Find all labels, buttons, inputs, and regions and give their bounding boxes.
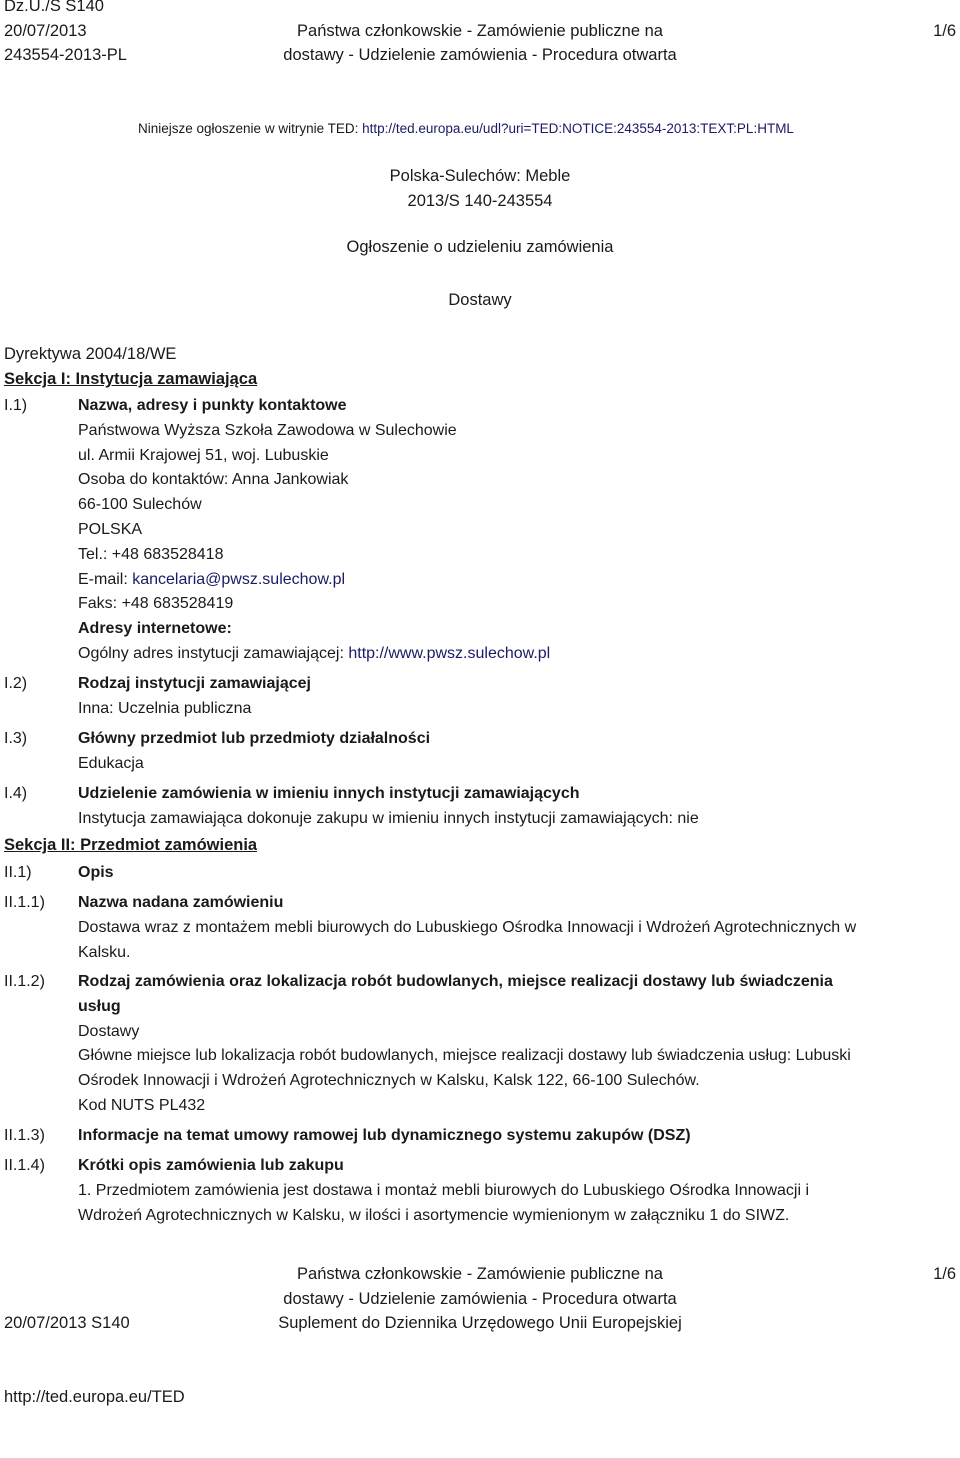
i4-value: Instytucja zamawiająca dokonuje zakupu w imieniu innych instytucji zamawiających: nie xyxy=(78,809,699,827)
footer-category-line1: Państwa członkowskie - Zamówienie publiczne na xyxy=(297,1265,663,1283)
i1-number: I.1) xyxy=(4,397,28,414)
ii13-number: II.1.3) xyxy=(4,1127,45,1144)
email-label: E-mail: xyxy=(78,570,133,588)
email-link[interactable]: kancelaria@pwsz.sulechow.pl xyxy=(132,570,346,588)
header-notice-id: 243554-2013-PL xyxy=(4,46,127,64)
ii14-title: Krótki opis zamówienia lub zakupu xyxy=(78,1157,344,1174)
section-2-heading: Sekcja II: Przedmiot zamówienia xyxy=(4,836,258,854)
i4-number: I.4) xyxy=(4,785,28,802)
phone: Tel.: +48 683528418 xyxy=(78,545,224,563)
i3-number: I.3) xyxy=(4,730,28,747)
i3-block xyxy=(78,727,948,777)
ii12-place-line2: Ośrodek Innowacji i Wdrożeń Agrotechnicznych w Kalsku, Kalsk 122, 66-100 Sulechów. xyxy=(78,1072,700,1090)
header-category-line2: dostawy - Udzielenie zamówienia - Procedura otwarta xyxy=(283,46,677,64)
ted-notice-link[interactable]: http://ted.europa.eu/udl?uri=TED:NOTICE:243554-2013:TEXT:PL:HTML xyxy=(362,121,794,136)
web-label: Ogólny adres instytucji zamawiającej: xyxy=(78,644,349,662)
i2-number: I.2) xyxy=(4,675,28,692)
web-link[interactable]: http://www.pwsz.sulechow.pl xyxy=(348,644,551,662)
ii11-title: Nazwa nadana zamówieniu xyxy=(78,894,284,911)
notice-title-location: Polska-Sulechów: Meble xyxy=(389,167,571,185)
fax: Faks: +48 683528419 xyxy=(78,595,234,613)
footer-category-line2: dostawy - Udzielenie zamówienia - Procedura otwarta xyxy=(283,1289,677,1308)
section-1-heading: Sekcja I: Instytucja zamawiająca xyxy=(4,370,258,388)
ii12-title-line1: Rodzaj zamówienia oraz lokalizacja robót budowlanych, miejsce realizacji dostawy lub świadczenia xyxy=(78,973,833,990)
i4-title: Udzielenie zamówienia w imieniu innych instytucji zamawiających xyxy=(78,785,580,802)
ii1-title: Opis xyxy=(78,864,114,881)
i1-title: Nazwa, adresy i punkty kontaktowe xyxy=(78,397,347,414)
ii11-value-line1: Dostawa wraz z montażem mebli biurowych do Lubuskiego Ośrodka Innowacji i Wdrożeń Agrotechnicznych w xyxy=(78,918,857,936)
footer-url[interactable]: http://ted.europa.eu/TED xyxy=(4,1387,185,1406)
i3-value: Edukacja xyxy=(78,754,144,772)
i3-title: Główny przedmiot lub przedmioty działalności xyxy=(78,730,431,747)
address-city: 66-100 Sulechów xyxy=(78,496,202,514)
ii12-title-line2: usług xyxy=(78,997,121,1015)
header-journal-ref: Dz.U./S S140 xyxy=(4,0,104,15)
footer-supplement: Suplement do Dziennika Urzędowego Unii Europejskiej xyxy=(278,1314,682,1332)
header-page-number: 1/6 xyxy=(933,21,956,40)
notice-title-category: Dostawy xyxy=(448,291,512,309)
footer-page-number: 1/6 xyxy=(933,1265,956,1283)
ii12-number: II.1.2) xyxy=(4,973,45,990)
contact-person: Osoba do kontaktów: Anna Jankowiak xyxy=(78,471,349,489)
directive: Dyrektywa 2004/18/WE xyxy=(4,345,177,363)
ted-notice-prefix: Niniejsze ogłoszenie w witrynie TED: xyxy=(138,121,363,136)
ii14-value-line1: 1. Przedmiotem zamówienia jest dostawa i montaż mebli biurowych do Lubuskiego Ośrodka Innowacji i xyxy=(78,1181,810,1199)
web-row xyxy=(78,642,948,667)
ii12-place-line1: Główne miejsce lub lokalizacja robót budowlanych, miejsce realizacji dostawy lub świadczenia usług: Lubuski xyxy=(78,1047,851,1065)
ii12-type: Dostawy xyxy=(78,1022,140,1040)
footer-date-series: 20/07/2013 S140 xyxy=(4,1314,130,1332)
header-date: 20/07/2013 xyxy=(4,21,87,40)
ii14-block xyxy=(78,1154,948,1228)
ii12-block xyxy=(78,970,948,1119)
contracting-authority-name: Państwowa Wyższa Szkoła Zawodowa w Sulechowie xyxy=(78,421,457,439)
ii12-nuts: Kod NUTS PL432 xyxy=(78,1096,206,1114)
header-category-line1: Państwa członkowskie - Zamówienie publiczne na xyxy=(297,21,663,40)
ii11-block xyxy=(78,891,948,965)
email-row xyxy=(78,568,948,593)
ii1-number: II.1) xyxy=(4,864,32,881)
address-street: ul. Armii Krajowej 51, woj. Lubuskie xyxy=(78,446,329,464)
ii11-value-line2: Kalsku. xyxy=(78,943,131,961)
i2-block xyxy=(78,672,948,722)
footer-center xyxy=(0,1262,960,1336)
notice-title-type: Ogłoszenie o udzieleniu zamówienia xyxy=(346,238,614,256)
i1-block xyxy=(78,394,948,667)
i2-title: Rodzaj instytucji zamawiającej xyxy=(78,675,311,692)
ii11-number: II.1.1) xyxy=(4,894,45,911)
header-center xyxy=(0,19,960,68)
ii14-number: II.1.4) xyxy=(4,1157,45,1174)
i4-block xyxy=(78,782,948,832)
ted-notice xyxy=(138,121,794,136)
address-country: POLSKA xyxy=(78,520,143,538)
web-heading: Adresy internetowe: xyxy=(78,620,232,638)
notice-title-number: 2013/S 140-243554 xyxy=(407,192,553,210)
ii13-title: Informacje na temat umowy ramowej lub dynamicznego systemu zakupów (DSZ) xyxy=(78,1127,691,1144)
i2-value: Inna: Uczelnia publiczna xyxy=(78,699,252,717)
ii14-value-line2: Wdrożeń Agrotechnicznych w Kalsku, w ilości i asortymencie wymienionym w załączniku 1 do SIWZ. xyxy=(78,1206,790,1224)
